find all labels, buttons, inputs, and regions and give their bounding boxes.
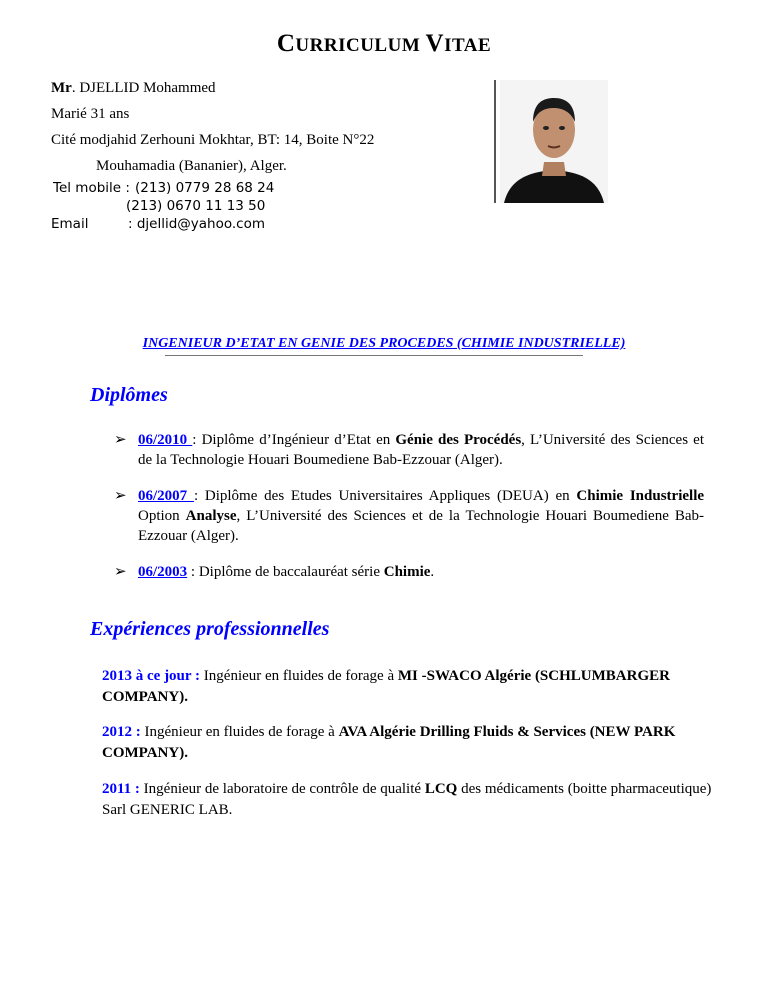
diplomas-heading: Diplômes — [90, 384, 168, 406]
experience-item: 2012 : Ingénieur en fluides de forage à AVA Algérie Drilling Fluids & Services (NEW PARK COMPANY). — [102, 724, 676, 761]
job-headline: INGENIEUR D’ETAT EN GENIE DES PROCEDES (CHIMIE INDUSTRIELLE) — [142, 336, 626, 351]
diploma-item: ➢ 06/2003 : Diplôme de baccalauréat série Chimie. — [114, 564, 435, 580]
arrow-bullet-icon: ➢ — [114, 564, 127, 580]
headline-rule — [165, 355, 583, 356]
arrow-bullet-icon: ➢ — [114, 488, 127, 504]
diploma-item: ➢ 06/2007 : Diplôme des Etudes Universitaires Appliques (DEUA) en Chimie Industrielle Option Analyse, L’Université des Sciences et de la Technologie Houari Boumediene Bab-Ezzouar (Alger). — [114, 488, 705, 544]
portrait-photo — [494, 80, 608, 203]
address-line-1: Cité modjahid Zerhouni Mokhtar, BT: 14, Boite N°22 — [51, 132, 375, 148]
email-value: : djellid@yahoo.com — [128, 216, 266, 232]
experience-heading: Expériences professionnelles — [90, 618, 330, 640]
phone-1: (213) 0779 28 68 24 — [135, 180, 275, 196]
experience-item: 2011 : Ingénieur de laboratoire de contrôle de qualité LCQ des médicaments (boitte pharmaceutique) Sarl GENERIC LAB. — [102, 781, 712, 818]
phone-label: Tel mobile : — [53, 180, 130, 196]
portrait-icon — [500, 80, 608, 203]
page-title: CURRICULUM VITAE — [276, 30, 492, 57]
email-label: Email — [51, 216, 89, 232]
name-line: Mr. DJELLID Mohammed — [51, 80, 216, 96]
diploma-item: ➢ 06/2010 : Diplôme d’Ingénieur d’Etat en Génie des Procédés, L’Université des Sciences et de la Technologie Houari Boumediene Bab-Ezzouar (Alger). — [114, 432, 704, 468]
arrow-bullet-icon: ➢ — [114, 432, 127, 448]
phone-2: (213) 0670 11 13 50 — [126, 198, 266, 214]
experience-item: 2013 à ce jour : Ingénieur en fluides de forage à MI -SWACO Algérie (SCHLUMBARGER COMPANY). — [102, 668, 670, 705]
address-line-2: Mouhamadia (Bananier), Alger. — [96, 158, 287, 174]
marital-status: Marié 31 ans — [51, 106, 130, 122]
